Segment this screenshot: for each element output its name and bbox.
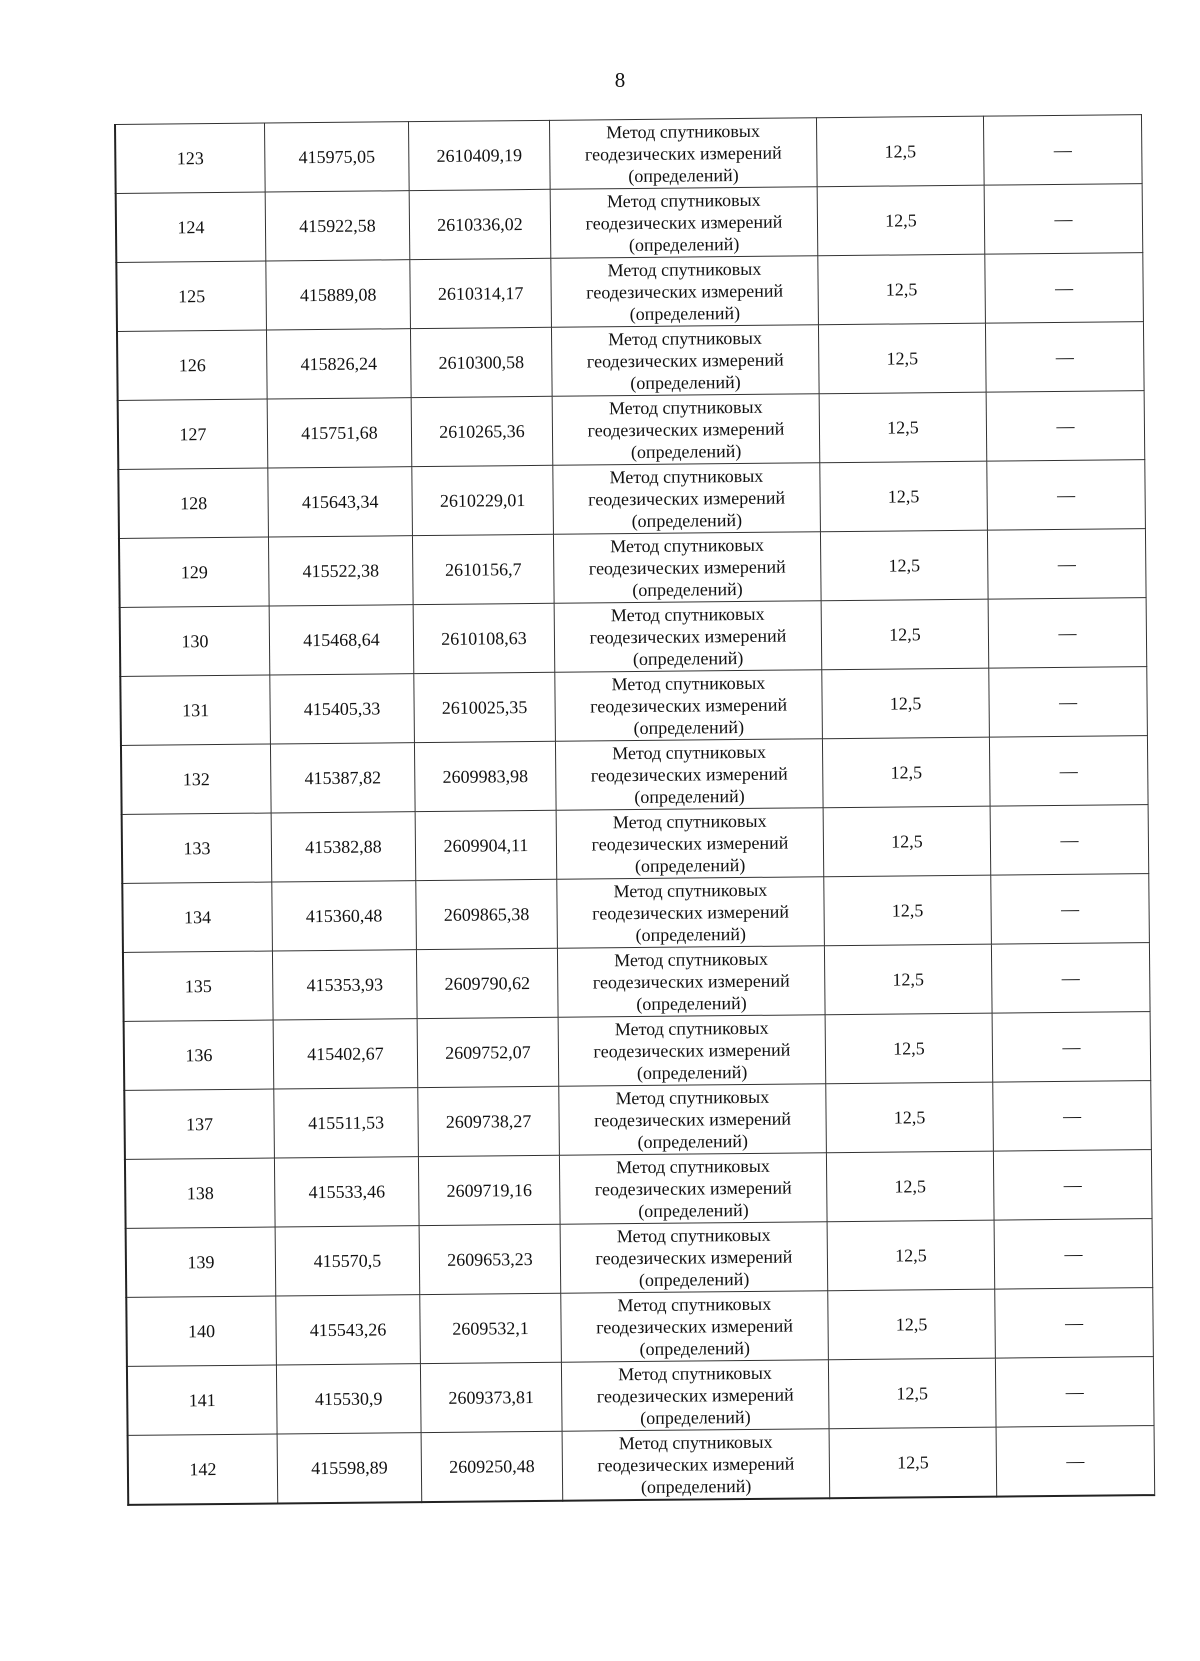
y-coordinate-cell: 2609373,81 xyxy=(420,1362,562,1432)
table-row xyxy=(126,1288,1153,1367)
note-dash: — xyxy=(1065,1381,1084,1402)
method-text-line: Метод спутниковых xyxy=(606,189,761,212)
note-cell xyxy=(991,943,1150,1014)
y-coordinate-cell: 2609752,07 xyxy=(417,1017,559,1087)
point-number-cell: 136 xyxy=(124,1020,274,1090)
method-text-line: геодезических измерений xyxy=(590,763,788,786)
accuracy-cell: 12,5 xyxy=(819,392,987,463)
table-row xyxy=(126,1219,1153,1298)
note-dash: — xyxy=(1066,1450,1085,1471)
y-coordinate-cell: 2609790,62 xyxy=(416,948,558,1018)
y-coordinate-cell: 2610265,36 xyxy=(411,396,553,466)
method-cell xyxy=(560,1222,828,1294)
note-dash: — xyxy=(1056,415,1075,436)
point-number-cell: 128 xyxy=(118,468,268,538)
note-cell xyxy=(988,598,1147,669)
page-number: 8 xyxy=(614,68,626,92)
method-text-line: Метод спутниковых xyxy=(608,396,763,419)
point-number-cell: 138 xyxy=(125,1158,275,1228)
point-number-cell: 139 xyxy=(126,1227,276,1297)
table-row xyxy=(116,184,1143,263)
note-cell xyxy=(989,736,1148,807)
x-coordinate-cell: 415889,08 xyxy=(266,260,411,330)
method-text-line: геодезических измерений xyxy=(590,694,788,717)
point-number-cell: 142 xyxy=(128,1434,278,1505)
coordinates-table xyxy=(114,114,1155,1506)
note-cell xyxy=(990,805,1149,876)
point-number-cell: 141 xyxy=(127,1365,277,1435)
y-coordinate-cell: 2609904,11 xyxy=(415,810,557,880)
method-text-line: геодезических измерений xyxy=(588,556,786,579)
method-text-line: Метод спутниковых xyxy=(616,1224,771,1247)
method-text-line: Метод спутниковых xyxy=(614,948,768,971)
method-text-line: (определений) xyxy=(636,992,747,1015)
point-number-cell: 132 xyxy=(121,744,271,814)
x-coordinate-cell: 415530,9 xyxy=(276,1364,421,1434)
accuracy-cell: 12,5 xyxy=(829,1427,997,1498)
note-dash: — xyxy=(1063,1174,1082,1195)
point-number-cell: 133 xyxy=(122,813,272,883)
method-text-line: геодезических измерений xyxy=(584,142,782,165)
method-text-line: геодезических измерений xyxy=(595,1246,793,1269)
method-cell xyxy=(557,877,825,949)
y-coordinate-cell: 2609738,27 xyxy=(418,1086,560,1156)
accuracy-cell: 12,5 xyxy=(823,806,991,877)
method-cell xyxy=(554,601,822,673)
table-row xyxy=(120,667,1147,746)
method-text-line: (определений) xyxy=(634,785,745,808)
note-cell xyxy=(994,1219,1153,1290)
note-dash: — xyxy=(1059,760,1078,781)
y-coordinate-cell: 2609719,16 xyxy=(418,1155,560,1225)
y-coordinate-cell: 2610409,19 xyxy=(408,120,550,190)
note-cell xyxy=(995,1288,1154,1359)
method-cell xyxy=(551,256,819,328)
method-cell xyxy=(555,670,823,742)
x-coordinate-cell: 415533,46 xyxy=(274,1157,419,1227)
table-row xyxy=(124,1012,1151,1091)
method-cell xyxy=(561,1291,829,1363)
method-text-line: геодезических измерений xyxy=(593,1039,791,1062)
method-text-line: Метод спутниковых xyxy=(615,1086,770,1109)
note-cell xyxy=(985,253,1144,324)
method-text-line: (определений) xyxy=(628,234,740,256)
note-cell xyxy=(993,1081,1152,1152)
note-cell xyxy=(983,115,1142,186)
y-coordinate-cell: 2609653,23 xyxy=(419,1224,561,1294)
y-coordinate-cell: 2610314,17 xyxy=(410,258,552,328)
x-coordinate-cell: 415387,82 xyxy=(270,743,415,813)
note-dash: — xyxy=(1057,484,1076,505)
method-cell xyxy=(562,1429,830,1501)
method-cell xyxy=(557,946,825,1018)
x-coordinate-cell: 415922,58 xyxy=(265,191,410,261)
y-coordinate-cell: 2609250,48 xyxy=(421,1431,563,1502)
note-dash: — xyxy=(1058,691,1078,712)
table-row xyxy=(116,253,1143,332)
x-coordinate-cell: 415570,5 xyxy=(275,1226,420,1296)
note-cell xyxy=(987,460,1146,531)
method-text-line: Метод спутниковых xyxy=(610,534,765,557)
method-text-line: (определений) xyxy=(632,578,743,601)
y-coordinate-cell: 2610108,63 xyxy=(413,603,555,673)
table-row xyxy=(124,1081,1151,1160)
x-coordinate-cell: 415353,93 xyxy=(272,950,417,1020)
method-text-line: Метод спутниковых xyxy=(618,1431,773,1454)
method-text-line: Метод спутниковых xyxy=(614,1017,769,1040)
accuracy-cell: 12,5 xyxy=(822,668,990,739)
method-text-line: (определений) xyxy=(639,1337,751,1360)
method-text-line: геодезических измерений xyxy=(589,625,787,648)
x-coordinate-cell: 415511,53 xyxy=(274,1088,419,1158)
table-row xyxy=(122,874,1149,953)
note-dash: — xyxy=(1057,553,1076,574)
table-row xyxy=(118,391,1145,470)
note-dash: — xyxy=(1055,346,1074,367)
note-dash: — xyxy=(1062,1036,1081,1057)
method-text-line: геодезических измерений xyxy=(586,280,784,303)
method-text-line: (определений) xyxy=(640,1475,752,1498)
x-coordinate-cell: 415543,26 xyxy=(276,1295,421,1365)
method-text-line: (определений) xyxy=(630,371,741,394)
point-number-cell: 124 xyxy=(116,192,266,262)
note-cell xyxy=(987,529,1146,600)
note-cell xyxy=(992,1012,1151,1083)
accuracy-cell: 12,5 xyxy=(825,1013,993,1084)
method-cell xyxy=(555,739,823,811)
accuracy-cell: 12,5 xyxy=(824,875,992,946)
x-coordinate-cell: 415360,48 xyxy=(272,881,417,951)
method-text-line: Метод спутниковых xyxy=(606,120,761,143)
table-row xyxy=(117,322,1144,401)
method-text-line: (определений) xyxy=(640,1406,751,1429)
method-text-line: Метод спутниковых xyxy=(618,1362,772,1385)
x-coordinate-cell: 415751,68 xyxy=(267,398,412,468)
point-number-cell: 137 xyxy=(124,1089,274,1159)
method-text-line: (определений) xyxy=(634,854,746,877)
method-text-line: Метод спутниковых xyxy=(612,810,767,833)
method-text-line: геодезических измерений xyxy=(597,1453,795,1476)
method-cell xyxy=(556,808,824,880)
accuracy-cell: 12,5 xyxy=(816,116,984,187)
method-text-line: (определений) xyxy=(630,440,742,463)
table-body xyxy=(115,115,1155,1505)
method-text-line: геодезических измерений xyxy=(596,1315,794,1338)
note-cell xyxy=(991,874,1150,945)
y-coordinate-cell: 2610025,35 xyxy=(414,672,556,742)
method-text-line: геодезических измерений xyxy=(596,1384,794,1407)
accuracy-cell: 12,5 xyxy=(822,737,990,808)
method-cell xyxy=(551,325,819,397)
note-cell xyxy=(995,1357,1154,1428)
accuracy-cell: 12,5 xyxy=(824,944,992,1015)
y-coordinate-cell: 2609532,1 xyxy=(420,1293,562,1363)
note-dash: — xyxy=(1058,622,1077,643)
accuracy-cell: 12,5 xyxy=(828,1289,996,1360)
x-coordinate-cell: 415468,64 xyxy=(269,605,414,675)
method-cell xyxy=(559,1153,827,1225)
method-text-line: геодезических измерений xyxy=(591,832,789,855)
x-coordinate-cell: 415402,67 xyxy=(273,1019,418,1089)
coordinates-table-container xyxy=(114,114,1147,1506)
point-number-cell: 125 xyxy=(116,261,266,331)
method-text-line: (определений) xyxy=(638,1268,750,1291)
method-cell xyxy=(549,118,817,190)
y-coordinate-cell: 2610156,7 xyxy=(412,534,554,604)
note-dash: — xyxy=(1054,208,1073,229)
y-coordinate-cell: 2609865,38 xyxy=(416,879,558,949)
table-row xyxy=(122,805,1149,884)
table-row xyxy=(121,736,1148,815)
x-coordinate-cell: 415382,88 xyxy=(271,812,416,882)
note-cell xyxy=(989,667,1148,738)
method-text-line: геодезических измерений xyxy=(586,349,784,372)
method-cell xyxy=(561,1360,829,1432)
note-cell xyxy=(996,1426,1155,1497)
note-dash: — xyxy=(1064,1243,1083,1264)
method-text-line: Метод спутниковых xyxy=(609,465,764,488)
note-cell xyxy=(985,322,1144,393)
method-text-line: Метод спутниковых xyxy=(611,672,766,695)
x-coordinate-cell: 415826,24 xyxy=(266,329,411,399)
method-text-line: Метод спутниковых xyxy=(607,258,762,281)
y-coordinate-cell: 2610300,58 xyxy=(410,327,552,397)
method-text-line: геодезических измерений xyxy=(594,1177,792,1200)
table-row xyxy=(123,943,1150,1022)
accuracy-cell: 12,5 xyxy=(826,1151,994,1222)
table-row xyxy=(125,1150,1152,1229)
method-cell xyxy=(553,532,821,604)
note-cell xyxy=(986,391,1145,462)
method-cell xyxy=(550,187,818,259)
point-number-cell: 135 xyxy=(123,951,273,1021)
x-coordinate-cell: 415405,33 xyxy=(270,674,415,744)
point-number-cell: 131 xyxy=(120,675,270,745)
x-coordinate-cell: 415598,89 xyxy=(277,1433,422,1504)
note-dash: — xyxy=(1060,898,1080,919)
accuracy-cell: 12,5 xyxy=(827,1220,995,1291)
note-dash: — xyxy=(1062,1105,1082,1126)
method-text-line: Метод спутниковых xyxy=(617,1293,772,1316)
x-coordinate-cell: 415522,38 xyxy=(268,536,413,606)
table-row xyxy=(127,1357,1154,1436)
accuracy-cell: 12,5 xyxy=(828,1358,996,1429)
point-number-cell: 127 xyxy=(118,399,268,469)
point-number-cell: 134 xyxy=(122,882,272,952)
point-number-cell: 140 xyxy=(126,1296,276,1366)
note-dash: — xyxy=(1060,829,1079,850)
point-number-cell: 130 xyxy=(120,606,270,676)
note-cell xyxy=(984,184,1143,255)
table-row xyxy=(128,1426,1155,1505)
method-cell xyxy=(552,394,820,466)
accuracy-cell: 12,5 xyxy=(820,461,988,532)
method-text-line: Метод спутниковых xyxy=(616,1155,770,1178)
y-coordinate-cell: 2609983,98 xyxy=(414,741,556,811)
note-dash: — xyxy=(1064,1312,1084,1333)
method-cell xyxy=(558,1015,826,1087)
table-row xyxy=(120,598,1147,677)
table-row xyxy=(118,460,1145,539)
y-coordinate-cell: 2610229,01 xyxy=(412,465,554,535)
method-text-line: (определений) xyxy=(638,1199,749,1222)
point-number-cell: 129 xyxy=(119,537,269,607)
method-text-line: геодезических измерений xyxy=(592,970,790,993)
accuracy-cell: 12,5 xyxy=(818,254,986,325)
method-text-line: геодезических измерений xyxy=(585,211,783,234)
method-text-line: (определений) xyxy=(632,647,744,670)
note-dash: — xyxy=(1055,277,1074,298)
x-coordinate-cell: 415643,34 xyxy=(268,467,413,537)
accuracy-cell: 12,5 xyxy=(826,1082,994,1153)
x-coordinate-cell: 415975,05 xyxy=(264,122,409,192)
point-number-cell: 126 xyxy=(117,330,267,400)
y-coordinate-cell: 2610336,02 xyxy=(409,189,551,259)
method-text-line: Метод спутниковых xyxy=(608,327,763,350)
method-text-line: (определений) xyxy=(631,509,743,532)
method-text-line: (определений) xyxy=(637,1130,749,1153)
table-row xyxy=(115,115,1142,194)
method-text-line: геодезических измерений xyxy=(588,487,786,510)
accuracy-cell: 12,5 xyxy=(820,530,988,601)
method-text-line: (определений) xyxy=(629,302,741,325)
method-text-line: геодезических измерений xyxy=(594,1108,792,1131)
note-dash: — xyxy=(1061,967,1080,988)
method-text-line: (определений) xyxy=(633,716,745,739)
method-text-line: геодезических измерений xyxy=(587,418,785,441)
method-text-line: Метод спутниковых xyxy=(610,603,765,626)
method-cell xyxy=(553,463,821,535)
method-text-line: Метод спутниковых xyxy=(613,879,768,902)
point-number-cell: 123 xyxy=(115,123,265,193)
accuracy-cell: 12,5 xyxy=(821,599,989,670)
note-dash: — xyxy=(1053,139,1072,160)
method-text-line: (определений) xyxy=(635,923,747,946)
accuracy-cell: 12,5 xyxy=(817,185,985,256)
note-cell xyxy=(993,1150,1152,1221)
method-text-line: (определений) xyxy=(628,165,739,187)
method-text-line: геодезических измерений xyxy=(592,901,790,924)
method-cell xyxy=(559,1084,827,1156)
method-text-line: Метод спутниковых xyxy=(612,741,766,764)
table-row xyxy=(119,529,1146,608)
method-text-line: (определений) xyxy=(636,1061,748,1084)
accuracy-cell: 12,5 xyxy=(818,323,986,394)
